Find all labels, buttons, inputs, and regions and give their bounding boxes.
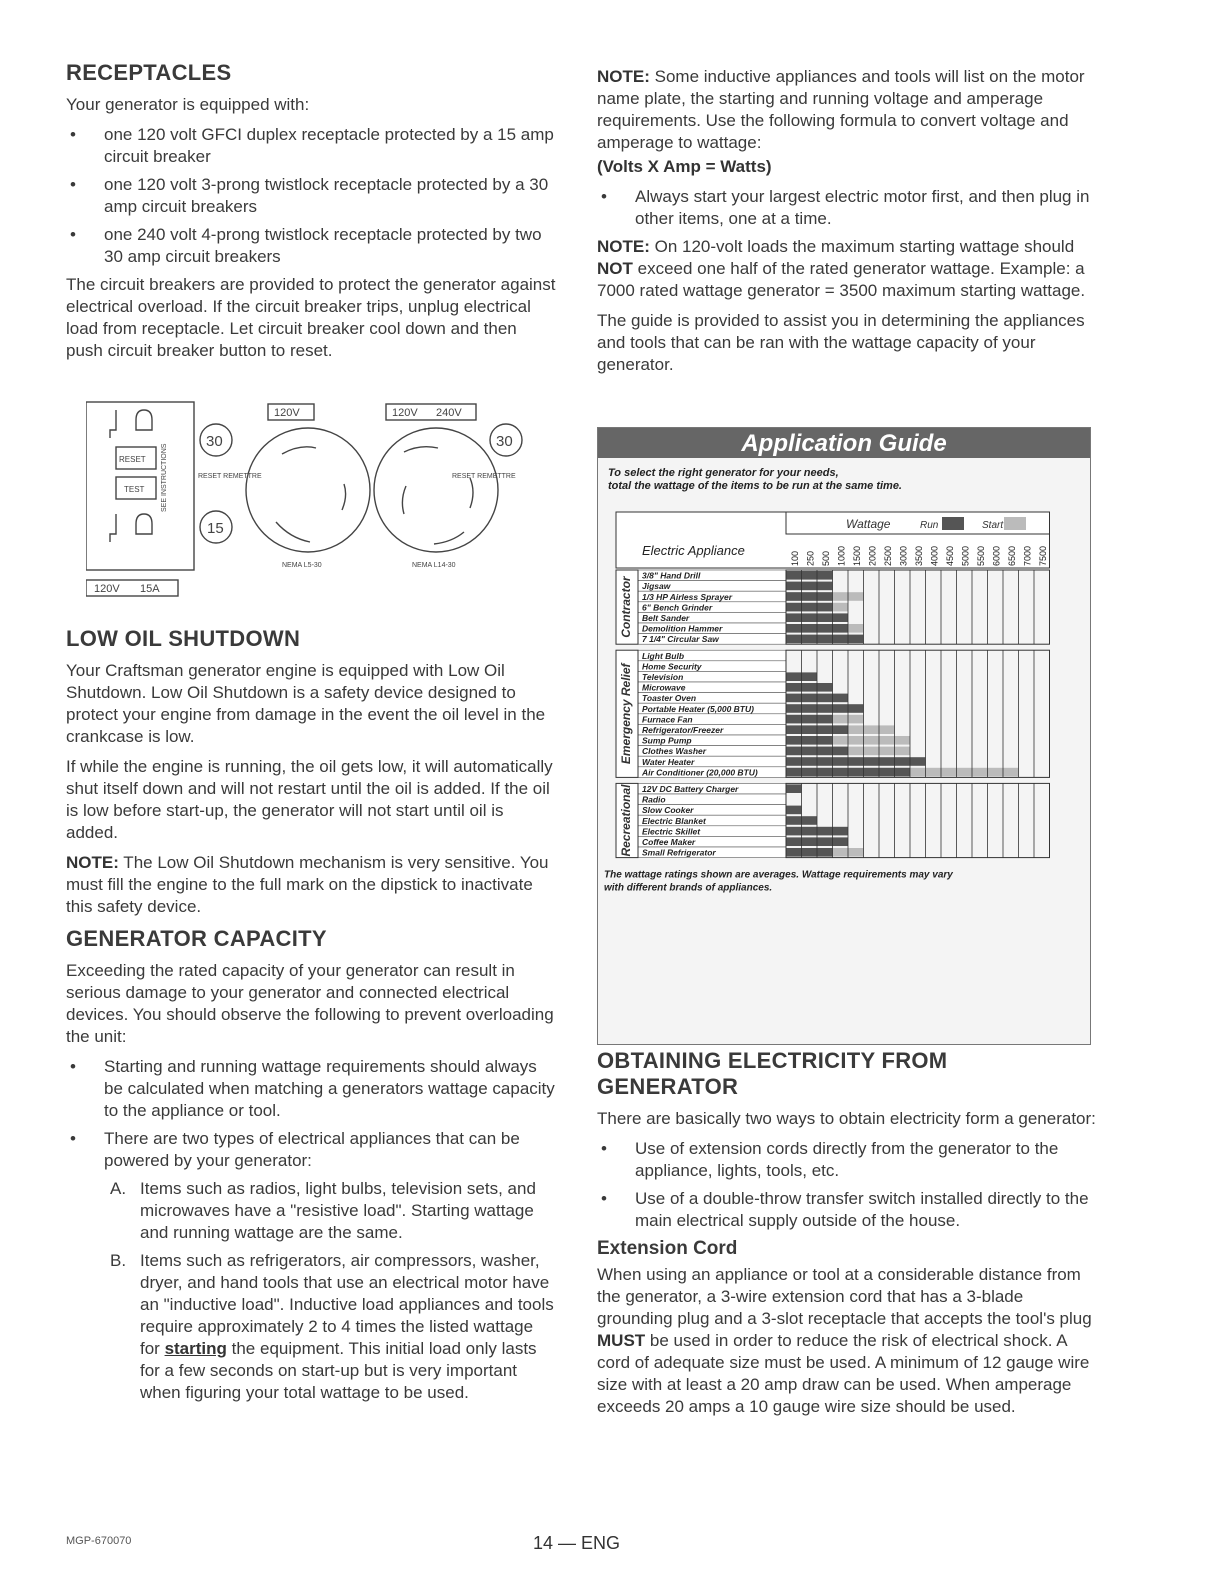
- note-text: On 120-volt loads the maximum starting wattage should: [649, 237, 1075, 256]
- legend-run-swatch: [942, 517, 964, 530]
- appliance-label: Light Bulb: [642, 650, 685, 661]
- item-text-end: the equipment. This initial load only lasts for a few seconds on start-up but is very important when figuring your total wattage to be used.: [140, 1339, 537, 1402]
- run-wattage-bar: [786, 704, 864, 713]
- appliance-label: Electric Blanket: [642, 815, 706, 826]
- ext-text-end: be used in order to reduce the risk of electrical shock. A cord of adequate size must be used. A minimum of 12 gauge wire size with at least a 20 amp draw can be used. When amperage exceeds 20 amps a 10 gauge wire size should be used.: [597, 1331, 1090, 1416]
- item-letter: A.: [110, 1179, 127, 1198]
- run-wattage-bar: [786, 715, 833, 724]
- guide-title: Application Guide: [741, 430, 947, 457]
- list-item: [66, 1250, 556, 1404]
- receptacles-list: [66, 124, 556, 268]
- run-wattage-bar: [786, 582, 833, 591]
- run-wattage-bar: [786, 806, 802, 815]
- scale-tick-label: 7000: [1022, 545, 1033, 566]
- scale-tick-label: 4000: [929, 545, 940, 566]
- scale-tick-label: 5500: [975, 545, 986, 566]
- scale-tick-label: 2000: [867, 545, 878, 566]
- scale-tick-label: 250: [805, 550, 816, 566]
- note-label: NOTE:: [597, 67, 650, 86]
- appliance-label: Home Security: [642, 661, 702, 672]
- appliance-label: Coffee Maker: [642, 837, 696, 847]
- scale-tick-label: 2500: [882, 545, 893, 566]
- right-column-bottom: [597, 1048, 1097, 1426]
- appliance-label: Television: [642, 672, 684, 682]
- list-item: • one 240 volt 4-prong twistlock receptacle protected by two 30 amp circuit breakers: [66, 224, 556, 268]
- see-instructions-label: SEE INSTRUCTIONS: [161, 443, 168, 512]
- appliance-label: Portable Heater (5,000 BTU): [642, 703, 754, 714]
- group-label: Contractor: [619, 576, 633, 638]
- breaker-reset-label-b: RESET REMETTRE: [452, 473, 516, 480]
- formula: [597, 156, 1097, 178]
- load-types-list: [66, 1178, 556, 1404]
- nema-l530-label: NEMA L5-30: [282, 562, 322, 569]
- appliance-label: Electric Skillet: [642, 826, 701, 837]
- appliance-label: 7 1/4" Circular Saw: [642, 634, 719, 645]
- list-item: • Starting and running wattage requirements should always be calculated when matching a generators wattage capacity to the appliance or tool.: [66, 1056, 556, 1122]
- document-code: MGP-670070: [66, 1535, 132, 1547]
- right-column-top: [597, 66, 1097, 384]
- appliance-label: Small Refrigerator: [642, 847, 716, 858]
- note-120v: [597, 236, 1097, 302]
- list-item: • Use of a double-throw transfer switch installed directly to the main electrical supply outside of the house.: [597, 1188, 1097, 1232]
- appliance-label: Microwave: [642, 682, 686, 693]
- run-wattage-bar: [786, 848, 833, 857]
- appliance-label: 6" Bench Grinder: [642, 602, 713, 613]
- appliance-label: Slow Cooker: [642, 805, 694, 816]
- appliance-label: Toaster Oven: [642, 693, 697, 704]
- scale-tick-label: 1000: [836, 545, 847, 566]
- run-wattage-bar: [786, 757, 926, 766]
- scale-tick-label: 6000: [991, 545, 1002, 566]
- label-120v: 120V: [274, 407, 300, 419]
- generator-capacity-heading: GENERATOR CAPACITY: [66, 926, 327, 951]
- receptacle-panel-drawing: [86, 392, 526, 602]
- legend-run-label: Run: [920, 520, 939, 531]
- obtaining-paragraph: There are basically two ways to obtain electricity form a generator:: [597, 1109, 1096, 1128]
- low-oil-paragraph-2: If while the engine is running, the oil gets low, it will automatically shut itself down and will not restart until the oil is added. If the oil is low before start-up, the generator will not start until oil is added.: [66, 757, 553, 842]
- appliance-label: Sump Pump: [642, 735, 692, 746]
- breaker-30a-label: 30: [206, 433, 223, 450]
- appliance-label: Demolition Hammer: [642, 623, 723, 634]
- gfci-voltage-label: 120V: [94, 583, 120, 595]
- l530-slots-icon: [276, 447, 346, 542]
- note-text: Some inductive appliances and tools will list on the motor name plate, the starting and running voltage and amperage requirements. Use the following formula to convert voltage and amperage to wattage:: [597, 67, 1085, 152]
- run-wattage-bar: [786, 736, 833, 745]
- page-number: 14 — ENG: [533, 1533, 621, 1553]
- run-wattage-bar: [786, 683, 833, 692]
- appliance-label: Furnace Fan: [642, 714, 693, 725]
- scale-tick-label: 500: [820, 550, 831, 566]
- application-guide-chart: [597, 427, 1091, 1045]
- list-item: • There are two types of electrical appliances that can be powered by your generator:: [66, 1128, 556, 1172]
- gfci-test-label: TEST: [124, 485, 145, 494]
- appliance-label: Clothes Washer: [642, 746, 707, 757]
- gfci-top-socket-icon: [110, 410, 152, 438]
- appliance-label: 12V DC Battery Charger: [642, 784, 739, 794]
- list-item: [66, 1178, 556, 1244]
- item-letter: B.: [110, 1251, 127, 1270]
- group-label: Emergency Relief: [619, 663, 633, 765]
- appliance-label: Belt Sander: [642, 613, 690, 623]
- low-oil-heading: LOW OIL SHUTDOWN: [66, 626, 301, 651]
- obtaining-heading-line-1: OBTAINING ELECTRICITY FROM: [597, 1048, 948, 1073]
- run-wattage-bar: [786, 784, 802, 793]
- ext-bold-word: MUST: [597, 1331, 646, 1350]
- note-label: NOTE:: [597, 237, 650, 256]
- electric-appliance-header: Electric Appliance: [642, 543, 745, 558]
- note-bold-word: NOT: [597, 259, 633, 278]
- appliance-label: Radio: [642, 794, 666, 805]
- application-guide-svg: [598, 428, 1090, 1044]
- receptacles-intro: Your generator is equipped with:: [66, 95, 310, 114]
- scale-tick-label: 100: [789, 550, 800, 566]
- left-column: [66, 60, 556, 1410]
- gfci-reset-label: RESET: [119, 455, 146, 464]
- l1430-slots-icon: [402, 447, 473, 544]
- appliance-label: 3/8" Hand Drill: [642, 570, 701, 581]
- scale-tick-label: 7500: [1037, 545, 1048, 566]
- run-wattage-bar: [786, 635, 864, 644]
- scale-tick-label: 1500: [851, 545, 862, 566]
- receptacles-heading: RECEPTACLES: [66, 60, 232, 85]
- low-oil-note: [66, 852, 556, 918]
- extension-cord-paragraph: [597, 1264, 1097, 1418]
- capacity-paragraph: Exceeding the rated capacity of your generator can result in serious damage to your generator and connected electrical devices. You should observe the following to prevent overloading the unit:: [66, 961, 554, 1046]
- group-label: Recreational: [619, 784, 633, 857]
- legend-start-swatch: [1004, 517, 1026, 530]
- appliance-label: Water Heater: [642, 756, 695, 767]
- guide-subtitle-line-1: To select the right generator for your needs,: [608, 467, 839, 479]
- breaker-reset-label-a: RESET REMETTRE: [198, 473, 262, 480]
- appliance-label: 1/3 HP Airless Sprayer: [642, 591, 733, 602]
- run-wattage-bar: [786, 592, 833, 601]
- guide-footnote-line-2: with different brands of appliances.: [604, 882, 773, 894]
- group-grid-box: [786, 783, 1050, 857]
- appliance-label: Air Conditioner (20,000 BTU): [642, 767, 758, 778]
- list-item: • one 120 volt GFCI duplex receptacle protected by a 15 amp circuit breaker: [66, 124, 556, 168]
- extension-cord-heading: Extension Cord: [597, 1238, 738, 1259]
- item-bold-word: starting: [164, 1339, 227, 1358]
- twistlock-l1430-icon: [374, 428, 498, 552]
- run-wattage-bar: [786, 603, 833, 612]
- scale-tick-label: 5000: [960, 545, 971, 566]
- guide-intro: The guide is provided to assist you in determining the appliances and tools that can be ran with the wattage capacity of your generator.: [597, 311, 1085, 374]
- scale-tick-label: 6500: [1006, 545, 1017, 566]
- breaker-15a-label: 15: [207, 520, 224, 537]
- ext-text: When using an appliance or tool at a considerable distance from the generator, a 3-wire extension cord that has a 3-blade grounding plug and a 3-slot receptacle that accepts the tool's plug: [597, 1265, 1092, 1328]
- scale-tick-label: 3000: [898, 545, 909, 566]
- wattage-header: Wattage: [846, 517, 891, 531]
- item-text: Items such as refrigerators, air compressors, washer, dryer, and hand tools that use an electrical motor have an "inductive load". Inductive load appliances and tools require approximately 2 to 4 times the listed wattage for: [140, 1251, 554, 1358]
- nema-l1430-label: NEMA L14-30: [412, 562, 456, 569]
- list-item: • Use of extension cords directly from the generator to the appliance, lights, tools, etc.: [597, 1138, 1097, 1182]
- start-order-list: [597, 186, 1097, 230]
- scale-tick-label: 4500: [944, 545, 955, 566]
- note-label: NOTE:: [66, 853, 119, 872]
- note-text-end: exceed one half of the rated generator wattage. Example: a 7000 rated wattage generator = 3500 maximum starting wattage.: [597, 259, 1086, 300]
- obtaining-list: [597, 1138, 1097, 1232]
- note-inductive: [597, 66, 1097, 154]
- run-wattage-bar: [786, 571, 833, 580]
- scale-tick-label: 3500: [913, 545, 924, 566]
- appliance-label: Jigsaw: [642, 581, 671, 592]
- guide-subtitle-line-2: total the wattage of the items to be run at the same time.: [608, 480, 902, 492]
- list-item: • Always start your largest electric motor first, and then plug in other items, one at a time.: [597, 186, 1097, 230]
- legend-start-label: Start: [982, 520, 1004, 531]
- note-text: The Low Oil Shutdown mechanism is very sensitive. You must fill the engine to the full mark on the dipstick to inactivate this safety device.: [66, 853, 549, 916]
- receptacle-panel-figure: [86, 392, 526, 602]
- label-240v: 240V: [436, 407, 462, 419]
- breaker-30b-label: 30: [496, 433, 513, 450]
- label-120v-b: 120V: [392, 407, 418, 419]
- gfci-amp-label: 15A: [140, 583, 160, 595]
- appliance-label: Refrigerator/Freezer: [642, 725, 724, 735]
- item-text: Items such as radios, light bulbs, television sets, and microwaves have a "resistive load". Starting wattage and running wattage are the same.: [140, 1179, 536, 1242]
- guide-footnote-line-1: The wattage ratings shown are averages. Wattage requirements may vary: [604, 869, 953, 881]
- capacity-list: [66, 1056, 556, 1172]
- formula-text: (Volts X Amp = Watts): [597, 157, 772, 176]
- obtaining-heading-line-2: GENERATOR: [597, 1074, 739, 1099]
- low-oil-paragraph-1: Your Craftsman generator engine is equipped with Low Oil Shutdown. Low Oil Shutdown is a safety device designed to protect your engine from damage in the event the oil level in the crankcase is low.: [66, 661, 546, 746]
- receptacles-paragraph: The circuit breakers are provided to protect the generator against electrical overload. If the circuit breaker trips, unplug electrical load from receptacle. Let circuit breaker cool down and then push circuit breaker button to reset.: [66, 275, 556, 360]
- gfci-bottom-socket-icon: [110, 514, 152, 542]
- list-item: • one 120 volt 3-prong twistlock receptacle protected by a 30 amp circuit breakers: [66, 174, 556, 218]
